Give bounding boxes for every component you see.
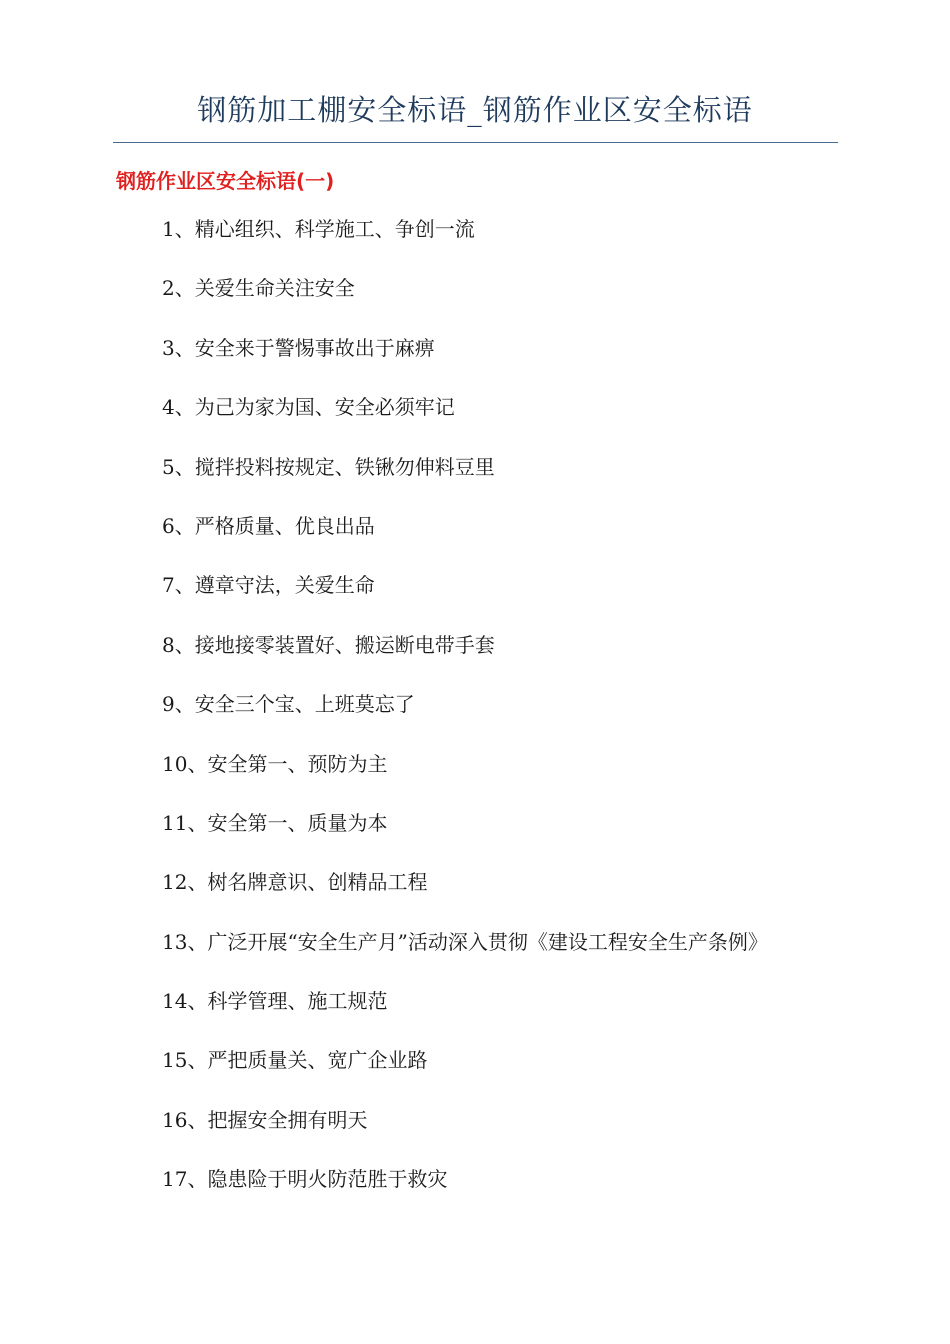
slogan-item: 1、精心组织、科学施工、争创一流 (162, 217, 475, 241)
slogan-item: 5、搅拌投料按规定、铁锹勿伸料豆里 (162, 454, 495, 479)
slogan-item: 3、安全来于警惕事故出于麻痹 (162, 335, 435, 360)
slogan-item: 15、严把质量关、宽广企业路 (162, 1048, 428, 1073)
slogan-item: 12、树名牌意识、创精品工程 (162, 870, 428, 895)
title-divider (113, 142, 838, 143)
slogan-item: 11、安全第一、质量为本 (162, 810, 388, 835)
document-title: 钢筋加工棚安全标语_钢筋作业区安全标语 (197, 93, 753, 127)
slogan-item: 2、关爱生命关注安全 (162, 276, 355, 301)
slogan-item: 13、广泛开展“安全生产月”活动深入贯彻《建设工程安全生产条例》 (162, 929, 768, 954)
slogan-list (162, 213, 768, 1223)
slogan-item: 14、科学管理、施工规范 (162, 989, 388, 1014)
slogan-item: 16、把握安全拥有明天 (162, 1107, 368, 1132)
slogan-item: 8、接地接零装置好、搬运断电带手套 (162, 632, 495, 657)
slogan-item: 17、隐患险于明火防范胜于救灾 (162, 1167, 448, 1192)
slogan-item: 7、遵章守法，关爱生命 (162, 573, 375, 598)
slogan-item: 9、安全三个宝、上班莫忘了 (162, 692, 415, 717)
slogan-item: 6、严格质量、优良出品 (162, 513, 375, 538)
slogan-item: 10、安全第一、预防为主 (162, 751, 388, 776)
section-heading: 钢筋作业区安全标语(一) (116, 169, 335, 193)
slogan-item: 4、为己为家为国、安全必须牢记 (162, 395, 455, 420)
